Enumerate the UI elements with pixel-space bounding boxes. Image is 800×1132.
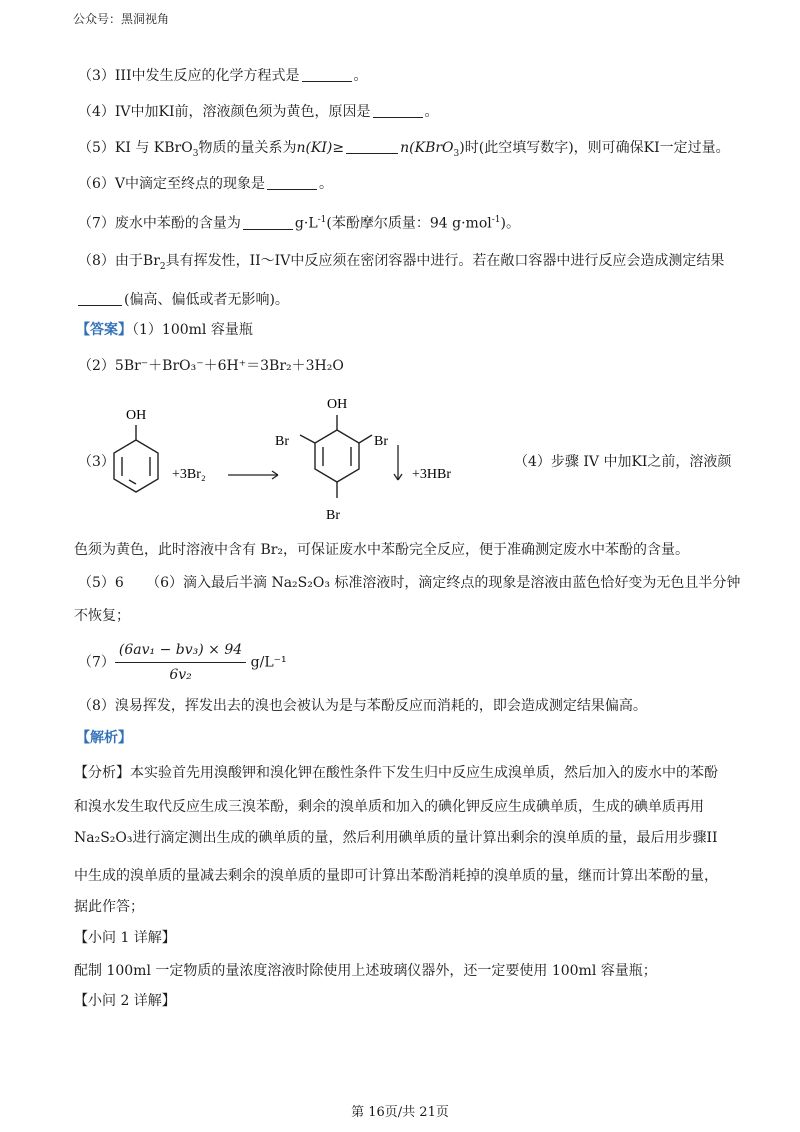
product-br-left: Br xyxy=(275,434,289,449)
answer-blank xyxy=(373,103,423,118)
answer-4-start: （4）步骤 IV 中加KI之前，溶液颜 xyxy=(514,454,732,470)
answer-blank xyxy=(243,215,293,230)
hbr-product: +3HBr xyxy=(412,467,452,482)
answer-line-7: （7） $\frac{\text{(6av₁ − bv₃) × 94}}{\text{6v₂}}$ g/L⁻¹ xyxy=(78,642,287,683)
question-4: （4）IV中加KI前，溶液颜色须为黄色，原因是 。 xyxy=(78,104,439,120)
analysis-line-3: Na₂S₂O₃进行滴定测出生成的碘单质的量，然后利用碘单质的量计算出剩余的溴单质的量，最后用步骤II xyxy=(74,830,718,846)
bromine-reagent: +3Br₂ xyxy=(172,467,206,482)
subquestion-2-heading: 【小问 2 详解】 xyxy=(74,993,176,1009)
answer-7-fraction: $\frac{\text{(6av₁ − bv₃) × 94}}{\text{6v₂}}$ xyxy=(115,640,246,685)
analysis-line-5: 据此作答； xyxy=(74,899,144,915)
question-7: （7）废水中苯酚的含量为 $g\cdot L^{-1}$(苯酚摩尔质量：94 g·mol$^{-1}$)。 xyxy=(78,215,520,232)
watermark: 公众号：黑洞视角 xyxy=(73,12,170,26)
answer-4-cont: 色须为黄色，此时溶液中含有 Br₂，可保证废水中苯酚完全反应，便于准确测定废水中苯酚的含量。 xyxy=(74,542,690,558)
question-8-cont: (偏高、偏低或者无影响)。 xyxy=(76,290,289,310)
answer-3-label: （3） xyxy=(78,454,115,470)
page-footer: 第 16页/共 21页 xyxy=(351,1105,449,1120)
question-3: （3）III中发生反应的化学方程式是 。 xyxy=(78,68,368,84)
question-8: （8）由于$Br_2$具有挥发性，II～IV中反应须在密闭容器中进行。若在敞口容器中进行反应会造成测定结果 xyxy=(78,253,725,272)
subquestion-1-text: 配制 100ml 一定物质的量浓度溶液时除使用上述玻璃仪器外，还一定要使用 100ml 容量瓶； xyxy=(74,963,657,979)
reaction-scheme xyxy=(100,395,520,530)
product-oh-label: OH xyxy=(327,397,348,412)
phenol-oh-label: OH xyxy=(126,408,147,423)
answer-line-5-6: （5）6 （6）滴入最后半滴 Na₂S₂O₃ 标准溶液时，滴定终点的现象是溶液由蓝色恰好变为无色且半分钟 xyxy=(78,575,741,591)
answer-6-cont: 不恢复； xyxy=(74,608,130,624)
tribromophenol-structure xyxy=(300,415,372,498)
analysis-line-4: 中生成的溴单质的量减去剩余的溴单质的量即可计算出苯酚消耗掉的溴单质的量，继而计算出苯酚的量， xyxy=(74,868,718,884)
answer-blank xyxy=(267,175,317,190)
reaction-arrow xyxy=(228,471,278,479)
answer-blank xyxy=(78,291,122,306)
analysis-line-1: 【分析】本实验首先用溴酸钾和溴化钾在酸性条件下发生归中反应生成溴单质，然后加入的废水中的苯酚 xyxy=(74,765,718,781)
question-6: （6）V中滴定至终点的现象是 。 xyxy=(78,176,334,192)
answer-line-1: 【答案】（1）100ml 容量瓶 xyxy=(76,322,253,338)
analysis-line-2: 和溴水发生取代反应生成三溴苯酚，剩余的溴单质和加入的碘化钾反应生成碘单质，生成的碘单质再用 xyxy=(74,799,704,815)
question-5: （5）KI 与 KBrO$_3$物质的量关系为n(KI)≥ n(KBrO$_3$)时(此空填写数字)，则可确保KI一定过量。 xyxy=(78,140,730,159)
answer-line-8: （8）溴易挥发，挥发出去的溴也会被认为是与苯酚反应而消耗的，即会造成测定结果偏高。 xyxy=(78,698,647,714)
product-br-bottom: Br xyxy=(326,508,340,523)
phenol-structure xyxy=(114,425,158,492)
answer-blank xyxy=(346,139,398,154)
precipitate-arrow-icon xyxy=(394,445,402,480)
subquestion-1-heading: 【小问 1 详解】 xyxy=(74,930,176,946)
answer-line-2: （2）5Br⁻＋BrO₃⁻＋6H⁺＝3Br₂＋3H₂O xyxy=(78,358,344,374)
answer-tag: 【答案】 xyxy=(76,322,132,338)
product-br-right: Br xyxy=(374,434,388,449)
analysis-tag: 【解析】 xyxy=(76,730,132,746)
answer-blank xyxy=(302,67,352,82)
